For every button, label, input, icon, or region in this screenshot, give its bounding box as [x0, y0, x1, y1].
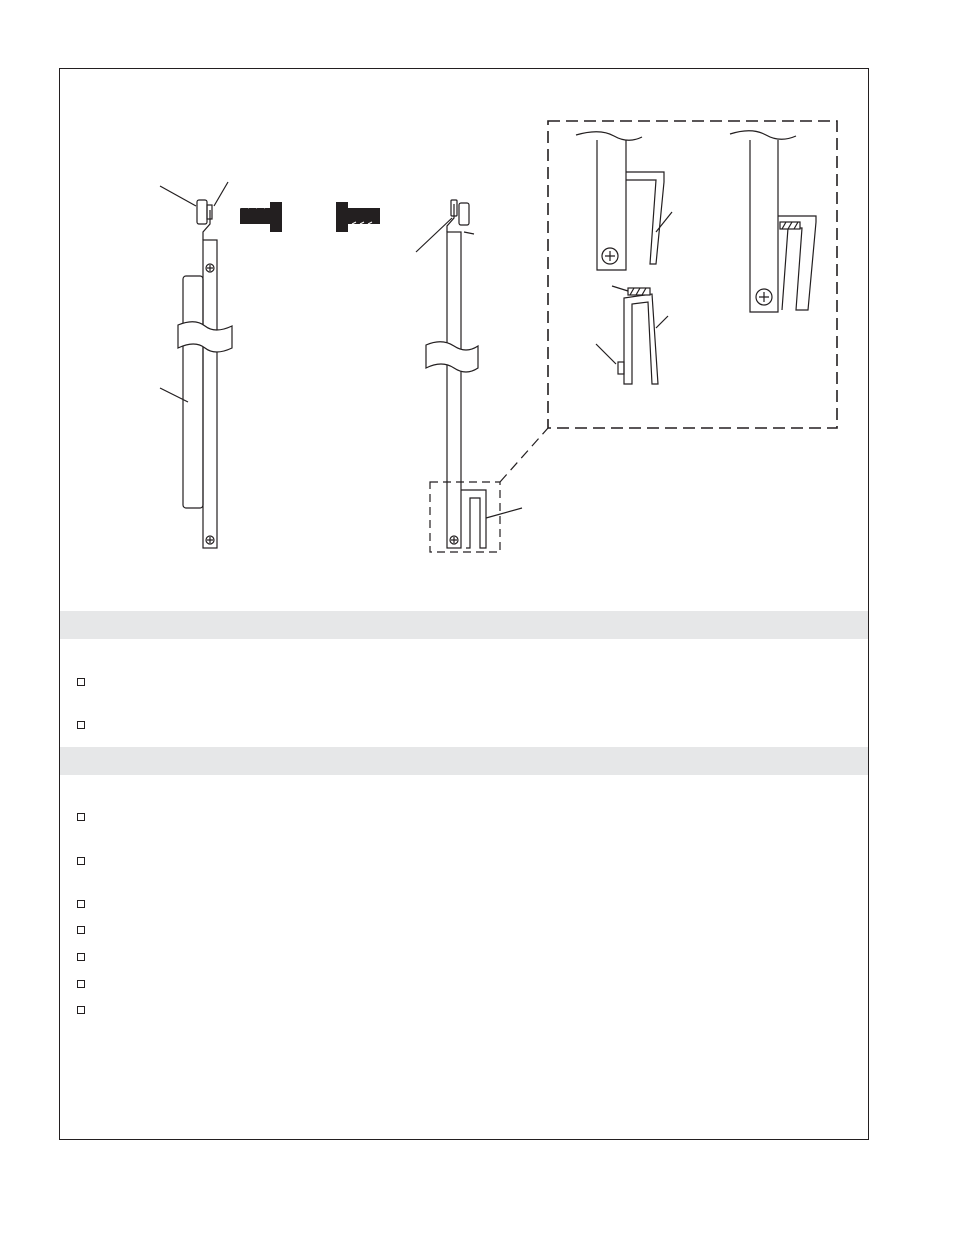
checklist-box[interactable] — [77, 721, 85, 729]
guide-clip — [461, 490, 486, 548]
left-bar-assembly — [183, 200, 217, 548]
detail-a — [576, 132, 672, 270]
checklist-box[interactable] — [77, 980, 85, 988]
roller-wheel-right — [459, 203, 469, 225]
right-break-marks — [426, 342, 478, 372]
detail-connector — [500, 428, 548, 482]
checklist-box[interactable] — [77, 1006, 85, 1014]
bolt-icons — [240, 202, 380, 232]
checklist-box[interactable] — [77, 900, 85, 908]
right-bar-assembly — [447, 200, 486, 548]
bolt-icon-right — [336, 202, 380, 232]
detail-c — [596, 286, 668, 384]
checklist-box[interactable] — [77, 813, 85, 821]
section-band-1 — [60, 611, 868, 639]
checklist-box[interactable] — [77, 926, 85, 934]
roller-wheel — [197, 200, 207, 224]
leader-roller — [160, 186, 196, 206]
section-band-2 — [60, 747, 868, 775]
detail-enlarged-box — [548, 121, 837, 428]
leader-handle — [160, 388, 188, 402]
checklist-box[interactable] — [77, 678, 85, 686]
vertical-bar-right — [447, 232, 461, 548]
leader-guide-clip — [486, 508, 522, 518]
bolt-icon-left — [240, 202, 282, 232]
installation-illustration — [0, 0, 954, 600]
checklist-box[interactable] — [77, 857, 85, 865]
handle-plate — [183, 276, 203, 508]
detail-b — [730, 131, 816, 312]
checklist-box[interactable] — [77, 953, 85, 961]
vertical-bar — [203, 240, 217, 548]
left-break-marks — [178, 322, 232, 352]
leader-axle — [214, 182, 228, 206]
